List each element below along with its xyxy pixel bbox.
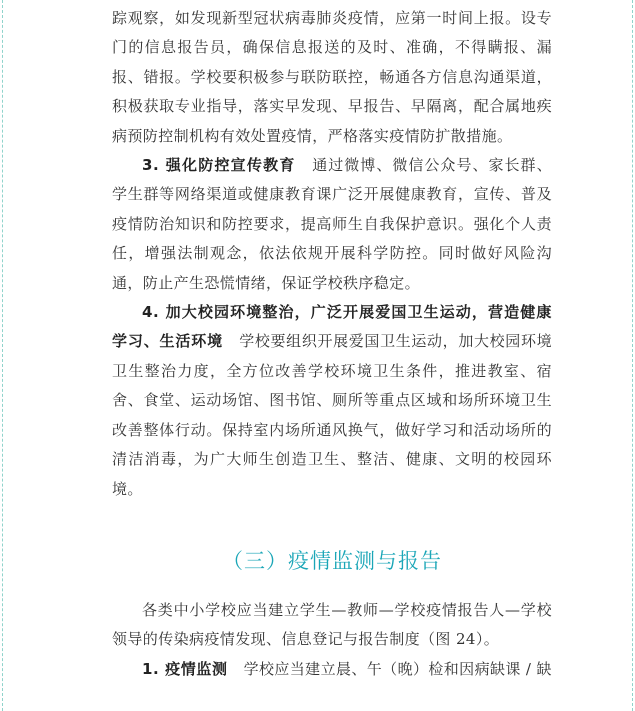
paragraph-epidemic-monitoring [112,655,552,684]
item-4-lead: 4. 加大校园环境整治，广泛开展爱国卫生运动，营造健康学习、生活环境 [112,303,552,351]
item-1-text: 学校应当建立晨、午（晚）检和因病缺课 / 缺 [243,659,552,678]
right-dashed-border [632,0,633,711]
paragraph-publicity-education [112,151,552,298]
item-1-lead: 1. 疫情监测 [142,659,228,678]
paragraph-report-measures: 踪观察，如发现新型冠状病毒肺炎疫情，应第一时间上报。设专门的信息报告员，确保信息报送的及时、准确，不得瞒报、漏报、错报。学校要积极参与联防联控，畅通各方信息沟通渠道，积极获取专业指导，落实早发现、早报告、早隔离，配合属地疾病预防控制机构有效处置疫情，严格落实疫情防扩散措施。 [112,9,552,145]
paragraph-campus-environment [112,298,552,504]
section-heading: （三）疫情监测与报告 [222,548,442,573]
left-dashed-border [2,0,3,711]
item-3-text: 通过微博、微信公众号、家长群、学生群等网络渠道或健康教育课广泛开展健康教育，宣传、普及疫情防治知识和防控要求，提高师生自我保护意识。强化个人责任，增强法制观念，依法依规开展科学防控。同时做好风险沟通，防止产生恐慌情绪，保证学校秩序稳定。 [112,156,552,292]
document-body [112,4,552,684]
item-3-lead: 3. 强化防控宣传教育 [142,156,296,175]
paragraph-reporting-system: 各类中小学校应当建立学生—教师—学校疫情报告人—学校领导的传染病疫情发现、信息登记与报告制度（图 24）。 [112,600,552,649]
item-4-text: 学校要组织开展爱国卫生运动，加大校园环境卫生整治力度，全方位改善学校环境卫生条件，推进教室、宿舍、食堂、运动场馆、图书馆、厕所等重点区域和场所环境卫生改善整体行动。保持室内场所通风换气，做好学习和活动场所的清洁消毒，为广大师生创造卫生、整洁、健康、文明的校园环境。 [112,332,552,498]
